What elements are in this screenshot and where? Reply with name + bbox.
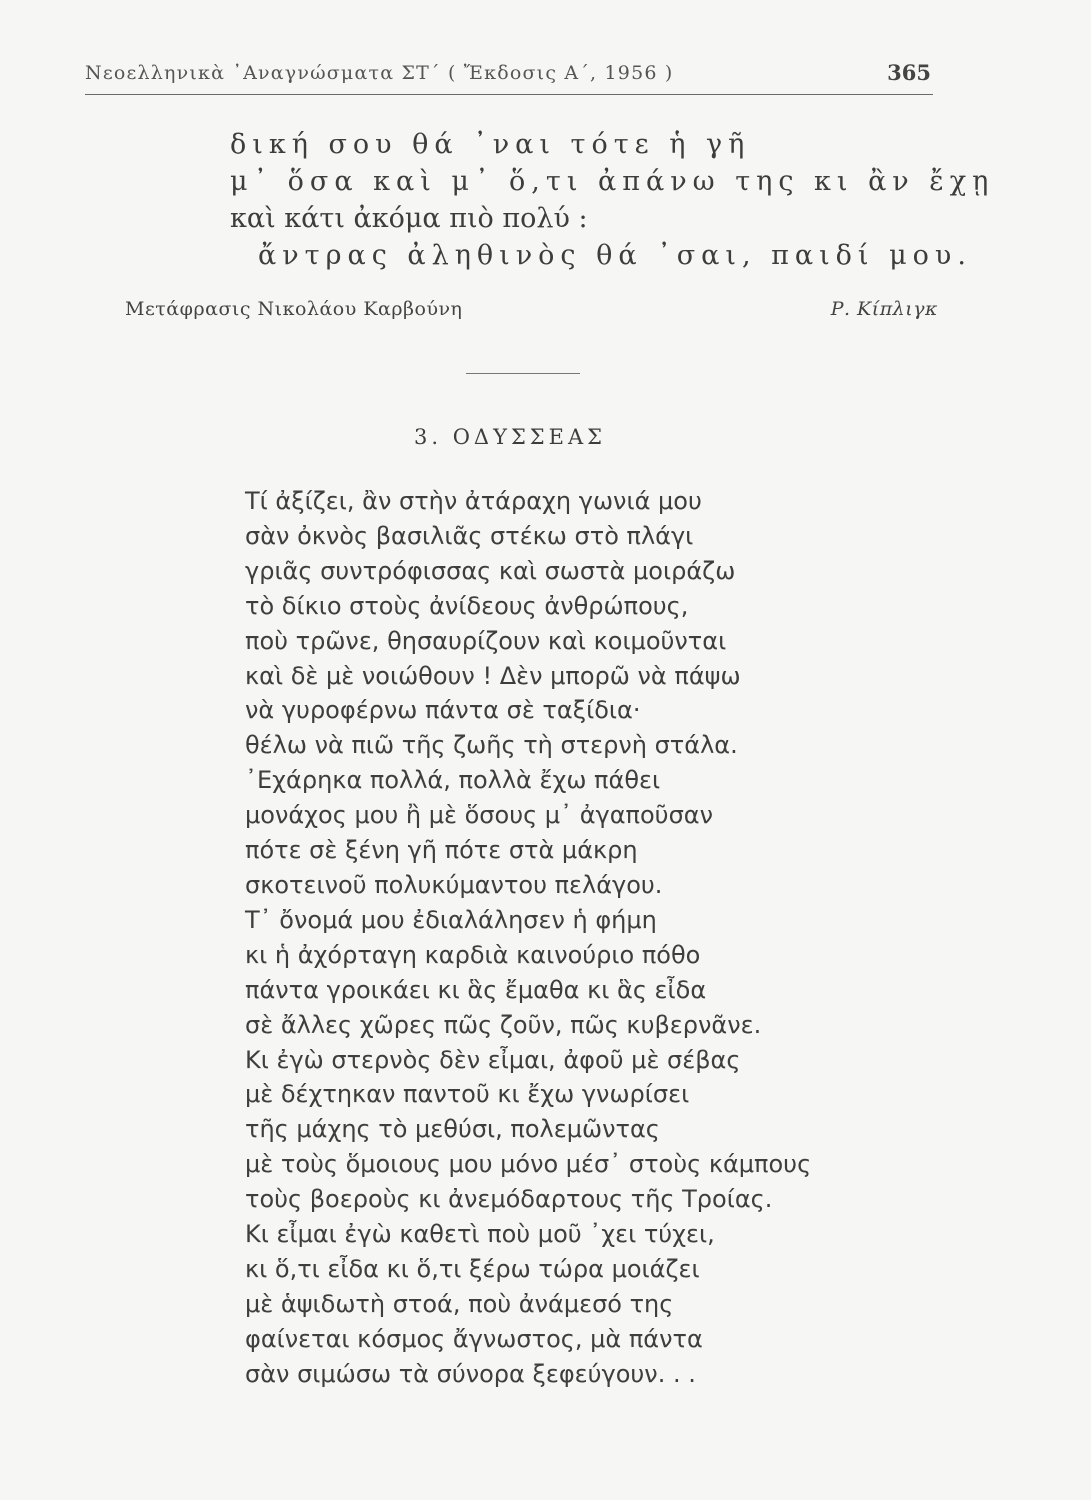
page-number: 365 [887, 60, 931, 85]
poem-line: μὲ τοὺς ὅμοιους μου μόνο μέσ᾽ στοὺς κάμπους [245, 1150, 812, 1179]
poem-line: μονάχος μου ἢ μὲ ὅσους μ᾽ ἀγαποῦσαν [245, 801, 713, 830]
poem-line: Κι ἐγὼ στερνὸς δὲν εἶμαι, ἀφοῦ μὲ σέβας [245, 1045, 741, 1074]
poem-line: Τ᾽ ὄνομά μου ἐδιαλάλησεν ἡ φήμη [245, 905, 657, 934]
header-title: Νεοελληνικὰ ᾿Αναγνώσματα ΣΤ΄ ( Ἔκδοσις Α΄, 1956 ) [85, 62, 674, 84]
poem-line: Τί ἀξίζει, ἂν στὴν ἀτάραχη γωνιά μου [245, 487, 702, 515]
poem-line: καὶ δὲ μὲ νοιώθουν ! Δὲν μπορῶ νὰ πάψω [245, 661, 741, 690]
poem-line: φαίνεται κόσμος ἄγνωστος, μὰ πάντα [245, 1324, 703, 1353]
poem-line: Κι εἶμαι ἐγὼ καθετὶ ποὺ μοῦ ᾽χει τύχει, [245, 1220, 715, 1249]
poem-line: τῆς μάχης τὸ μεθύσι, πολεμῶντας [245, 1115, 660, 1144]
section-title: 3. ΟΔΥΣΣΕΑΣ [414, 425, 606, 449]
poem-credits [125, 298, 938, 328]
poem-line: θέλω νὰ πιῶ τῆς ζωῆς τὴ στερνὴ στάλα. [245, 731, 738, 760]
author-credit: Ρ. Κίπλιγκ [830, 298, 938, 320]
poem-stanza-ending [230, 126, 995, 274]
running-header [85, 58, 933, 95]
poem-line: νὰ γυροφέρνω πάντα σὲ ταξίδια· [245, 696, 641, 725]
poem-line: μὲ ἁψιδωτὴ στοά, ποὺ ἀνάμεσό της [245, 1289, 674, 1318]
stanza-line: καὶ κάτι ἀκόμα πιὸ πολύ : [230, 203, 588, 234]
stanza-line: μ᾽ ὅσα καὶ μ᾽ ὅ,τι ἀπάνω της κι ἂν ἔχῃ [230, 166, 995, 197]
translator-credit: Μετάφρασις Νικολάου Καρβούνη [125, 298, 463, 320]
poem-line: τοὺς βοεροὺς κι ἀνεμόδαρτους τῆς Τροίας. [245, 1185, 773, 1214]
poem-line: τὸ δίκιο στοὺς ἀνίδεους ἀνθρώπους, [245, 591, 689, 620]
poem-line: σκοτεινοῦ πολυκύμαντου πελάγου. [245, 870, 663, 899]
poem-line: κι ἡ ἀχόρταγη καρδιὰ καινούριο πόθο [245, 940, 701, 969]
poem-line: πότε σὲ ξένη γῆ πότε στὰ μάκρη [245, 836, 638, 865]
poem-line: σὰν σιμώσω τὰ σύνορα ξεφεύγουν. . . [245, 1359, 696, 1388]
poem-line: γριᾶς συντρόφισσας καὶ σωστὰ μοιράζω [245, 556, 736, 585]
poem-line: ᾿Εχάρηκα πολλά, πολλὰ ἔχω πάθει [245, 766, 661, 795]
poem-line: πάντα γροικάει κι ἃς ἔμαθα κι ἃς εἶδα [245, 975, 707, 1004]
stanza-line: ἄντρας ἀληθινὸς θά ᾽σαι, παιδί μου. [258, 240, 972, 271]
poem-line: ποὺ τρῶνε, θησαυρίζουν καὶ κοιμοῦνται [245, 626, 727, 655]
poem-line: μὲ δέχτηκαν παντοῦ κι ἔχω γνωρίσει [245, 1080, 690, 1109]
poem-line: κι ὅ,τι εἶδα κι ὅ,τι ξέρω τώρα μοιάζει [245, 1254, 700, 1283]
section-divider [466, 373, 580, 374]
poem-line: σὲ ἄλλες χῶρες πῶς ζοῦν, πῶς κυβερνᾶνε. [245, 1010, 762, 1039]
stanza-line: δική σου θά ᾽ναι τότε ἡ γῆ [230, 129, 751, 160]
poem-line: σὰν ὀκνὸς βασιλιᾶς στέκω στὸ πλάγι [245, 521, 694, 550]
poem-body [245, 484, 965, 1392]
